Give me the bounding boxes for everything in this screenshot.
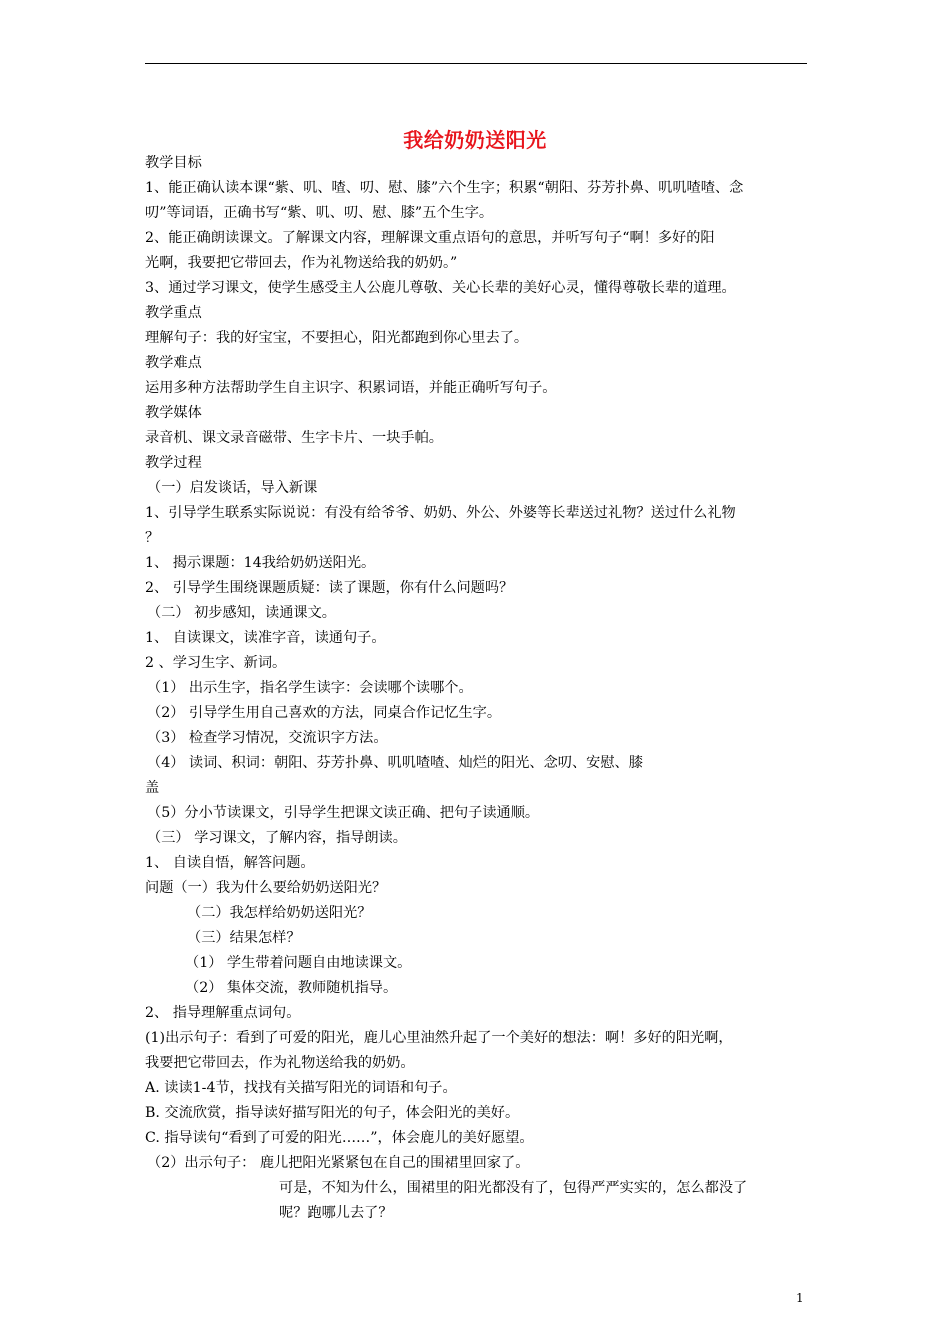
text-line: ？ xyxy=(145,530,160,546)
text-line: 我要把它带回去，作为礼物送给我的奶奶。 xyxy=(145,1055,415,1071)
text-line: 1、能正确认读本课“紫、叽、喳、叨、慰、膝”六个生字；积累“朝阳、芬芳扑鼻、叽叽喳喳、念 xyxy=(145,180,744,196)
text-line: 2、 指导理解重点词句。 xyxy=(145,1005,301,1021)
text-line: （2）出示句子： 鹿儿把阳光紧紧包在自己的围裙里回家了。 xyxy=(147,1155,530,1171)
text-line: 1、引导学生联系实际说说：有没有给爷爷、奶奶、外公、外婆等长辈送过礼物？送过什么礼物 xyxy=(145,505,736,521)
text-line: 2 、学习生字、新词。 xyxy=(145,655,287,671)
text-line: (1)出示句子：看到了可爱的阳光，鹿儿心里油然升起了一个美好的想法：啊！多好的阳光啊， xyxy=(145,1030,733,1046)
text-line: 光啊，我要把它带回去，作为礼物送给我的奶奶。” xyxy=(145,255,458,271)
text-line: 教学目标 xyxy=(145,155,202,171)
text-line: 教学重点 xyxy=(145,305,202,321)
text-line: 理解句子：我的好宝宝，不要担心，阳光都跑到你心里去了。 xyxy=(145,330,529,346)
text-line: （1） 出示生字，指名学生读字：会读哪个读哪个。 xyxy=(147,680,473,696)
text-line: 教学难点 xyxy=(145,355,202,371)
text-line: 呢？跑哪儿去了？ xyxy=(279,1205,393,1221)
text-line: 2、 引导学生围绕课题质疑：读了课题，你有什么问题吗？ xyxy=(145,580,514,596)
document-body xyxy=(145,151,813,1226)
text-line: 运用多种方法帮助学生自主识字、积累词语，并能正确听写句子。 xyxy=(145,380,557,396)
text-line: （1） 学生带着问题自由地读课文。 xyxy=(185,955,412,971)
text-line: （三） 学习课文，了解内容，指导朗读。 xyxy=(147,830,407,846)
text-line: 盖 xyxy=(145,780,160,796)
text-line: （三）结果怎样？ xyxy=(187,930,301,946)
text-line: C. 指导读句“看到了可爱的阳光……”，体会鹿儿的美好愿望。 xyxy=(145,1130,534,1146)
text-line: 教学媒体 xyxy=(145,405,202,421)
page-number: 1 xyxy=(796,1291,804,1305)
text-line: （2） 集体交流，教师随机指导。 xyxy=(185,980,398,996)
text-line: （一）启发谈话，导入新课 xyxy=(147,480,318,496)
text-line: B. 交流欣赏，指导读好描写阳光的句子，体会阳光的美好。 xyxy=(145,1105,520,1121)
text-line: 1、 自读自悟，解答问题。 xyxy=(145,855,315,871)
text-line: 问题（一）我为什么要给奶奶送阳光？ xyxy=(145,880,387,896)
text-line: （3） 检查学习情况，交流识字方法。 xyxy=(147,730,388,746)
text-line: 3、通过学习课文，使学生感受主人公鹿儿尊敬、关心长辈的美好心灵，懂得尊敬长辈的道理。 xyxy=(145,280,736,296)
text-line: A. 读读1-4节，找找有关描写阳光的词语和句子。 xyxy=(145,1080,457,1096)
text-line: （5）分小节读课文，引导学生把课文读正确、把句子读通顺。 xyxy=(147,805,540,821)
text-line: 教学过程 xyxy=(145,455,202,471)
text-line: 可是，不知为什么，围裙里的阳光都没有了，包得严严实实的，怎么都没了 xyxy=(279,1180,748,1196)
text-line: （二） 初步感知，读通课文。 xyxy=(147,605,336,621)
text-line: 1、 自读课文，读准字音，读通句子。 xyxy=(145,630,386,646)
document-title: 我给奶奶送阳光 xyxy=(403,128,547,152)
header-rule xyxy=(145,63,807,64)
text-line: 叨”等词语，正确书写“紫、叽、叨、慰、膝”五个生字。 xyxy=(145,205,494,221)
text-line: （4） 读词、积词：朝阳、芬芳扑鼻、叽叽喳喳、灿烂的阳光、念叨、安慰、膝 xyxy=(147,755,643,771)
text-line: 2、能正确朗读课文。了解课文内容，理解课文重点语句的意思，并听写句子“啊！多好的阳 xyxy=(145,230,715,246)
text-line: （二）我怎样给奶奶送阳光？ xyxy=(187,905,372,921)
text-line: 录音机、课文录音磁带、生字卡片、一块手帕。 xyxy=(145,430,443,446)
text-line: （2） 引导学生用自己喜欢的方法，同桌合作记忆生字。 xyxy=(147,705,502,721)
text-line: 1、 揭示课题：14我给奶奶送阳光。 xyxy=(145,555,376,571)
